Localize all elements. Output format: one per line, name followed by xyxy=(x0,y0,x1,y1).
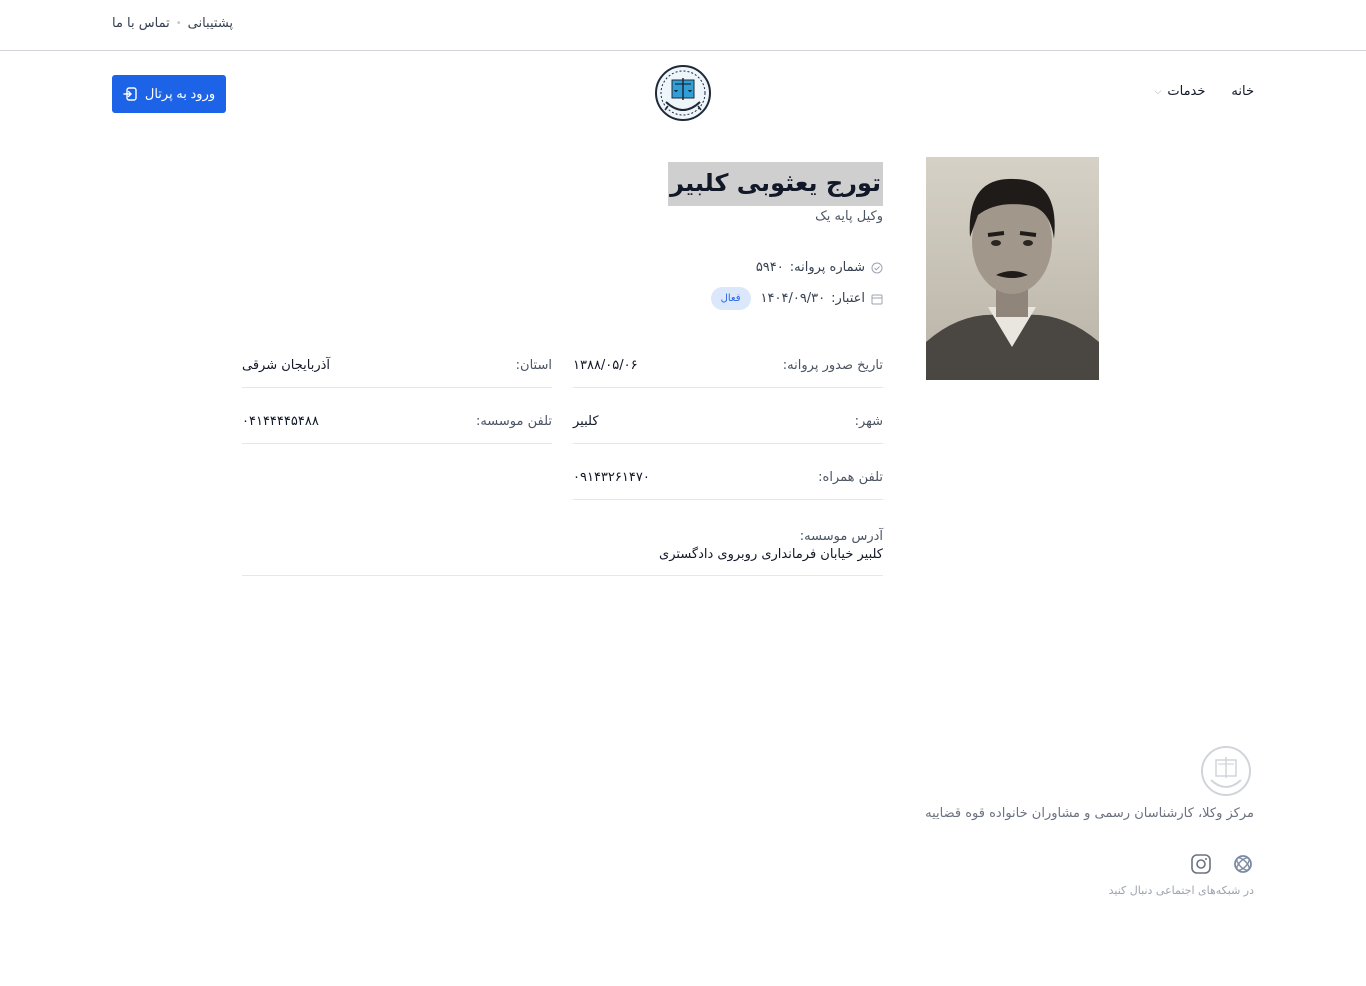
office-phone-field xyxy=(242,400,552,444)
eitaa-icon[interactable] xyxy=(1232,853,1254,875)
contact-link[interactable]: تماس با ما xyxy=(112,16,170,31)
portal-login-button[interactable] xyxy=(112,75,226,113)
status-badge: فعال xyxy=(711,287,751,310)
address-field xyxy=(242,525,883,576)
instagram-icon[interactable] xyxy=(1190,853,1212,875)
check-circle-icon xyxy=(871,262,883,274)
social-links xyxy=(1190,853,1254,875)
lawyer-photo xyxy=(926,157,1099,380)
issue-date-field xyxy=(573,344,883,388)
link-separator: • xyxy=(175,18,182,29)
main-nav xyxy=(0,52,1366,136)
address-value: کلبیر خیابان فرمانداری روبروی دادگستری xyxy=(659,547,883,562)
province-field xyxy=(242,344,552,388)
mobile-value[interactable]: ۰۹۱۴۳۲۶۱۴۷۰ xyxy=(573,470,650,485)
top-links xyxy=(112,16,233,31)
mobile-field xyxy=(573,456,883,500)
nav-menu xyxy=(1155,84,1254,99)
calendar-icon xyxy=(871,293,883,305)
footer-org-text: مرکز وکلا، کارشناسان رسمی و مشاوران خانواده قوه قضاییه xyxy=(925,806,1254,821)
office-phone-label: تلفن موسسه: xyxy=(475,414,552,429)
address-label: آدرس موسسه: xyxy=(799,529,883,544)
footer-logo xyxy=(1199,744,1253,798)
portrait-image xyxy=(926,157,1099,380)
license-row xyxy=(756,260,883,275)
validity-label: اعتبار: xyxy=(831,291,865,306)
login-icon xyxy=(123,87,137,101)
license-label: شماره پروانه: xyxy=(789,260,865,275)
office-phone-value[interactable]: ۰۴۱۴۴۴۴۵۴۸۸ xyxy=(242,414,319,429)
mobile-label: تلفن همراه: xyxy=(818,470,883,485)
support-link[interactable]: پشتیبانی xyxy=(187,16,234,31)
city-value: کلبیر xyxy=(573,414,599,429)
issue-date-value: ۱۳۸۸/۰۵/۰۶ xyxy=(573,358,638,373)
issue-date-label: تاریخ صدور پروانه: xyxy=(782,358,883,373)
province-label: استان: xyxy=(515,358,552,373)
nav-item-services[interactable] xyxy=(1155,84,1206,99)
top-bar xyxy=(0,0,1366,51)
footer-follow-text: در شبکه‌های اجتماعی دنبال کنید xyxy=(1108,884,1254,897)
city-label: شهر: xyxy=(854,414,883,429)
city-field xyxy=(573,400,883,444)
validity-row xyxy=(711,287,883,310)
chevron-down-icon: ⌵ xyxy=(1154,86,1162,97)
lawyer-name: تورج یعثوبی کلبیر xyxy=(668,162,883,206)
province-value: آذربایجان شرقی xyxy=(242,358,331,373)
nav-services-label: خدمات xyxy=(1167,84,1206,99)
judiciary-logo[interactable] xyxy=(652,62,714,124)
portal-login-label: ورود به پرتال xyxy=(144,86,216,101)
license-number: ۵۹۴۰ xyxy=(755,260,784,275)
nav-item-home[interactable]: خانه xyxy=(1231,84,1254,99)
validity-date: ۱۴۰۴/۰۹/۳۰ xyxy=(760,291,826,306)
lawyer-title: وکیل پایه یک xyxy=(815,209,883,224)
